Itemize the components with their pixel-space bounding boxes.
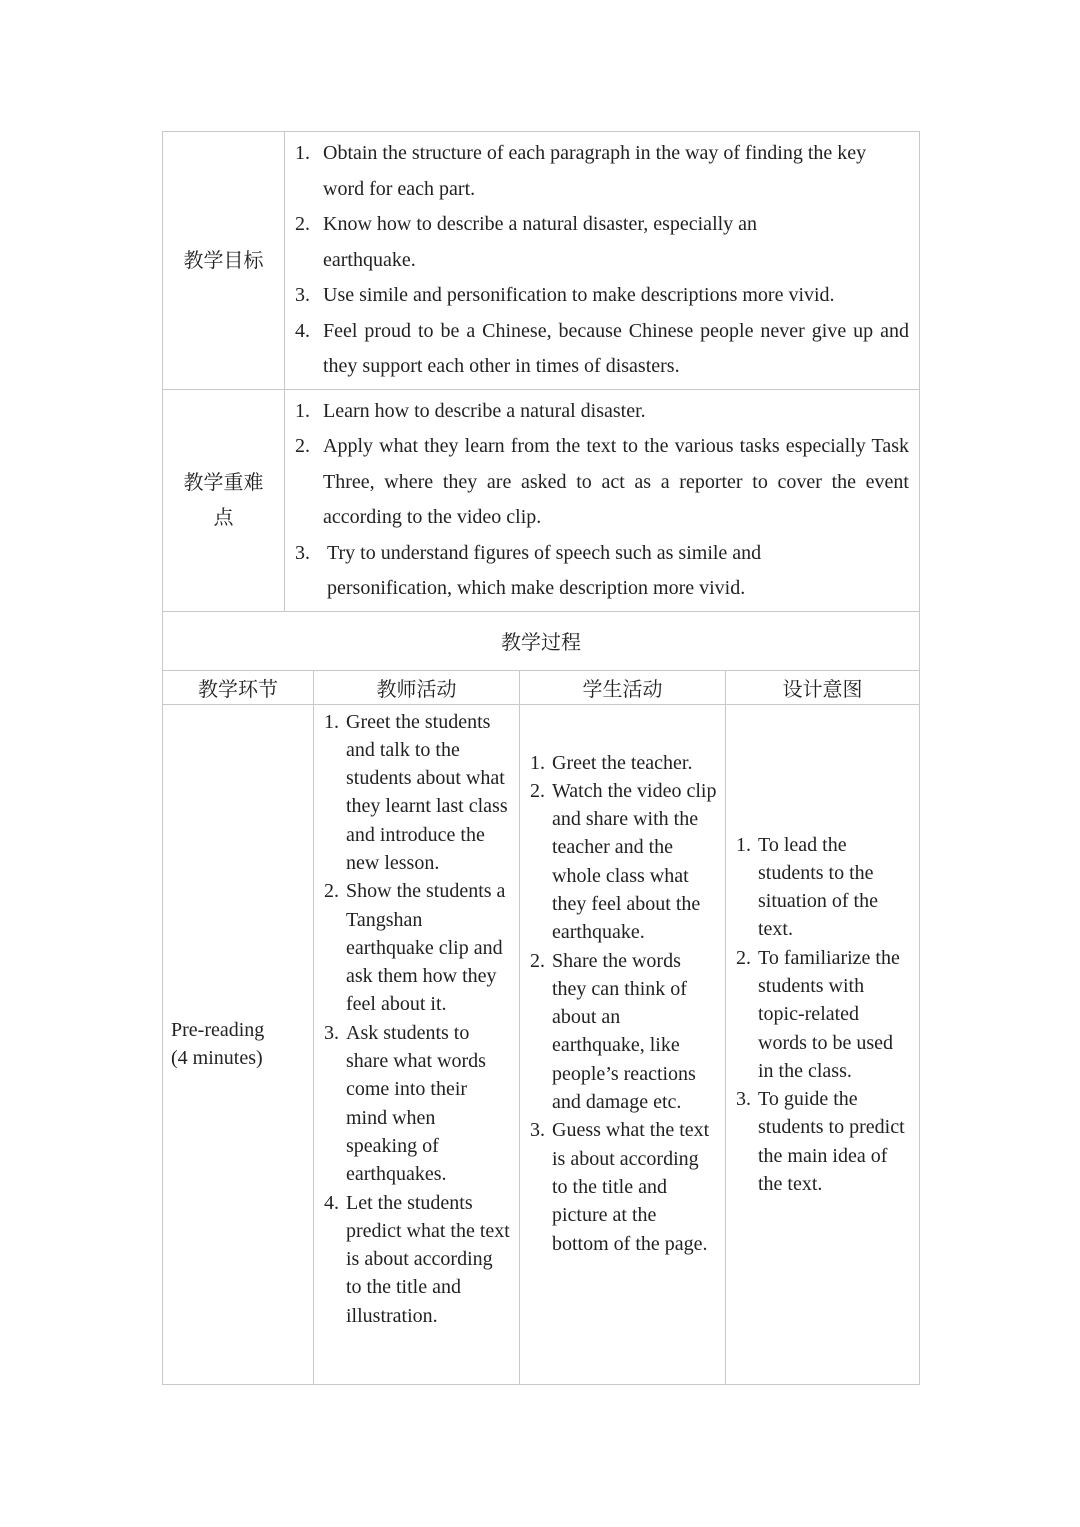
- header-intent: 设计意图: [726, 670, 920, 704]
- list-item: [530, 947, 717, 1117]
- list-item: [736, 1085, 911, 1198]
- list-number: 4.: [295, 319, 310, 342]
- process-title-row: [163, 611, 920, 670]
- list-number: 2.: [324, 880, 339, 903]
- list-number: 2.: [736, 946, 751, 969]
- objective-item: [295, 207, 909, 278]
- list-number: 2.: [530, 779, 545, 802]
- student-activity-text: Guess what the text is about according to the title and picture at the bottom of the page.: [552, 1119, 710, 1255]
- objective-text: Know how to describe a natural disaster, especially an earthquake.: [323, 213, 758, 271]
- teacher-activity-text: Show the students a Tangshan earthquake clip and ask them how they feel about it.: [346, 880, 506, 1016]
- intent-text: To lead the students to the situation of the text.: [758, 833, 878, 941]
- key-points-list: [295, 394, 909, 607]
- objective-item: [295, 278, 909, 314]
- list-item: [324, 1019, 511, 1189]
- list-item: [530, 749, 717, 777]
- list-number: 1.: [530, 751, 545, 774]
- list-number: 3.: [324, 1021, 339, 1044]
- list-number: 1.: [295, 399, 310, 422]
- list-number: 3.: [295, 541, 310, 564]
- intent-list: [736, 831, 911, 1199]
- list-number: 3.: [736, 1088, 751, 1111]
- objective-text: Obtain the structure of each paragraph in the way of finding the key word for each part.: [323, 142, 867, 200]
- list-number: 3.: [530, 1119, 545, 1142]
- intent-text: To guide the students to predict the main idea of the text.: [758, 1088, 905, 1196]
- list-number: 1.: [736, 833, 751, 856]
- lesson-plan-table: [162, 131, 920, 1385]
- pre-reading-row: [163, 704, 920, 1384]
- key-points-row: [163, 389, 920, 611]
- list-number: 1.: [295, 142, 310, 164]
- key-points-label: [163, 389, 285, 611]
- list-number: 3.: [295, 284, 310, 306]
- student-activity-text: Share the words they can think of about an earthquake, like people’s reactions and damage etc.: [552, 949, 696, 1114]
- list-number: 4.: [324, 1191, 339, 1214]
- list-number: 1.: [324, 710, 339, 733]
- list-number: 2.: [295, 213, 310, 235]
- header-phase: 教学环节: [163, 670, 314, 704]
- key-point-text: Try to understand figures of speech such as simile and personification, which make description more vivid.: [327, 541, 762, 599]
- phase-cell: [163, 704, 314, 1384]
- objectives-row: [163, 132, 920, 390]
- process-title: 教学过程: [163, 611, 920, 670]
- student-activities: [520, 704, 726, 1384]
- teacher-activities: [314, 704, 520, 1384]
- key-point-item: [295, 429, 909, 536]
- list-item: [324, 1189, 511, 1330]
- list-item: [324, 877, 511, 1018]
- objective-item: [295, 314, 909, 385]
- key-point-text: Apply what they learn from the text to the various tasks especially Task Three, where they are asked to act as a reporter to cover the event according to the video clip.: [323, 435, 909, 528]
- list-item: [736, 944, 911, 1085]
- design-intent: [726, 704, 920, 1384]
- key-point-item: [295, 536, 909, 607]
- phase-name: Pre-reading: [171, 1018, 265, 1041]
- list-item: [530, 1116, 717, 1257]
- process-header-row: [163, 670, 920, 704]
- objective-item: [295, 136, 909, 207]
- objectives-label: 教学目标: [163, 132, 285, 390]
- student-activity-text: Watch the video clip and share with the teacher and the whole class what they feel about the earthquake.: [552, 779, 717, 944]
- list-number: 2.: [530, 949, 545, 972]
- objectives-list: [295, 136, 909, 385]
- key-points-label-line2: 点: [213, 505, 234, 529]
- teacher-activity-text: Ask students to share what words come into their mind when speaking of earthquakes.: [346, 1021, 486, 1186]
- student-list: [530, 749, 717, 1258]
- key-point-item: [295, 394, 909, 430]
- objective-text: Use simile and personification to make descriptions more vivid.: [323, 284, 835, 306]
- list-item: [530, 777, 717, 947]
- objectives-content: [285, 132, 920, 390]
- header-teacher: 教师活动: [314, 670, 520, 704]
- header-student: 学生活动: [520, 670, 726, 704]
- list-item: [324, 708, 511, 878]
- objective-text: Feel proud to be a Chinese, because Chinese people never give up and they support each other in times of disasters.: [323, 319, 909, 377]
- teacher-list: [324, 708, 511, 1331]
- list-item: [736, 831, 911, 944]
- key-point-text: Learn how to describe a natural disaster.: [323, 399, 646, 422]
- phase-duration: (4 minutes): [171, 1047, 263, 1069]
- teacher-activity-text: Let the students predict what the text is about according to the title and illustration.: [346, 1191, 510, 1327]
- student-activity-text: Greet the teacher.: [552, 751, 693, 774]
- intent-text: To familiarize the students with topic-related words to be used in the class.: [758, 946, 900, 1082]
- teacher-activity-text: Greet the students and talk to the students about what they learnt last class and introduce the new lesson.: [346, 710, 508, 874]
- key-points-content: [285, 389, 920, 611]
- list-number: 2.: [295, 435, 310, 457]
- key-points-label-line1: 教学重难: [183, 470, 264, 494]
